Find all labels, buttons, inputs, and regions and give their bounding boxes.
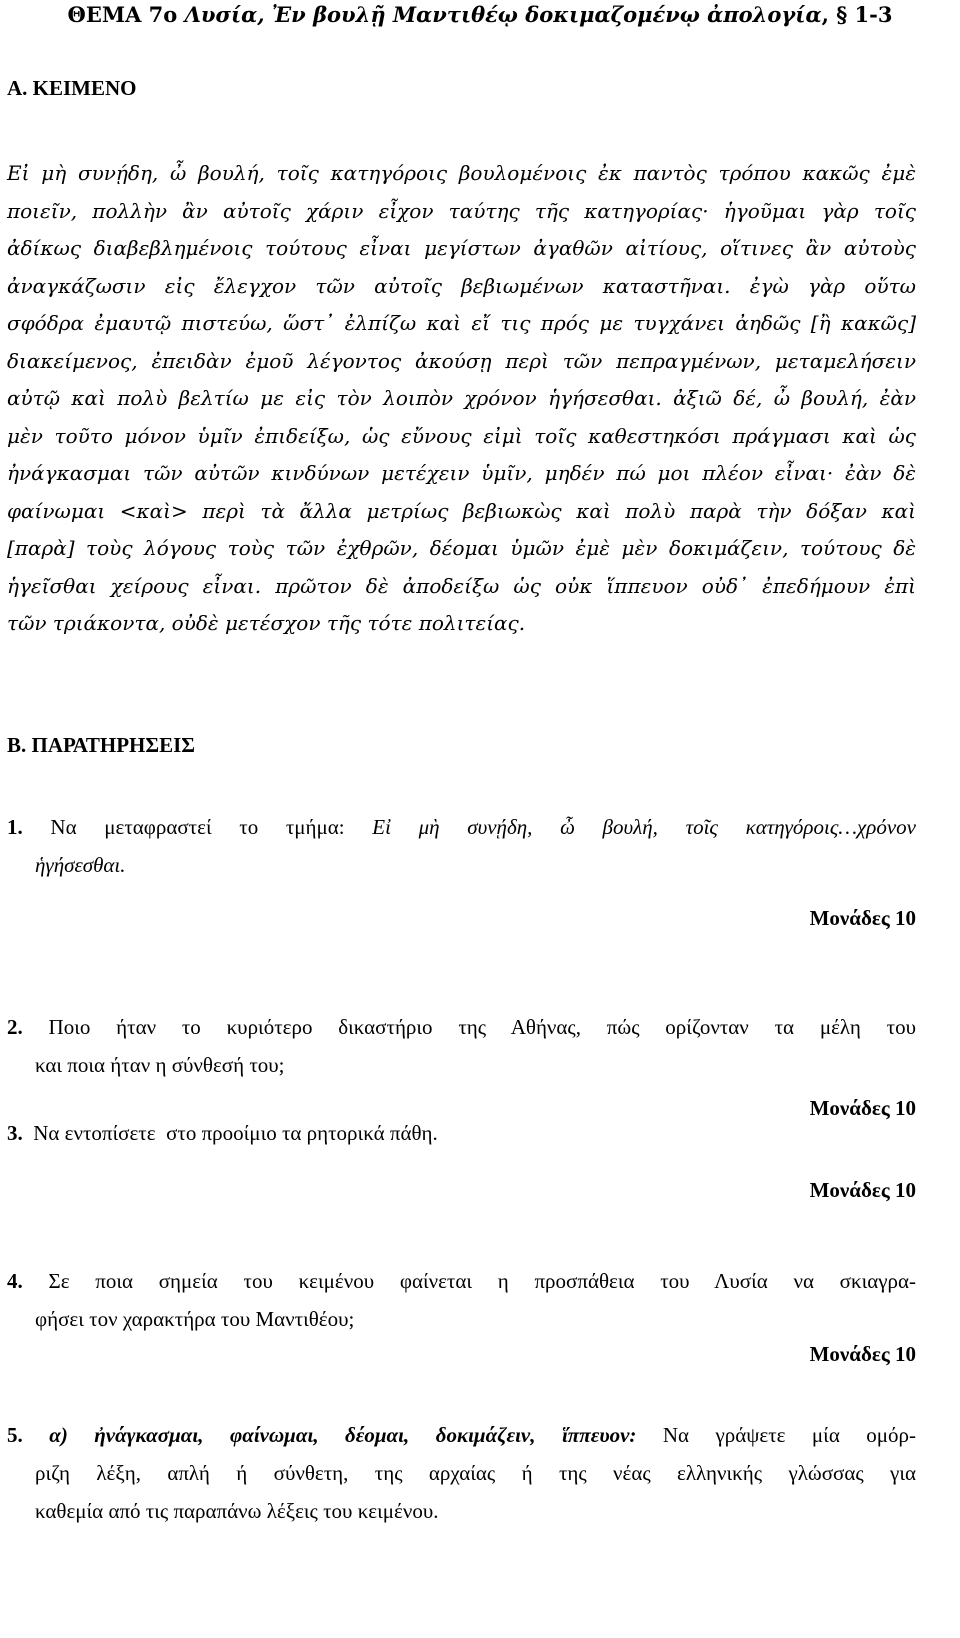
question-4-line-2: φήσει τον χαρακτήρα του Μαντιθέου;: [35, 1307, 355, 1331]
greek-line: ἀδίκως διαβεβλημένοις τούτους εἶναι μεγίστων ἀγαθῶν αἰτίους, οἵτινες ἂν αὐτοὺς: [7, 236, 916, 260]
question-1-number: 1.: [7, 815, 23, 839]
section-a-heading: Α. ΚΕΙΜΕΝΟ: [7, 76, 137, 100]
greek-line: [παρὰ] τοὺς λόγους τοὺς τῶν ἐχθρῶν, δέομαι ὑμῶν ἐμὲ μὲν δοκιμάζειν, τούτους δὲ: [7, 536, 916, 560]
greek-line: σφόδρα ἐμαυτῷ πιστεύω, ὥστ᾽ ἐλπίζω καὶ εἴ τις πρός με τυγχάνει ἀηδῶς [ἢ κακῶς]: [7, 311, 916, 335]
question-2-text: Ποιο ήταν το κυριότερο δικαστήριο της Αθήνας, πώς ορίζονταν τα μέλη του: [22, 1015, 916, 1039]
greek-line: αὐτῷ καὶ πολὺ βελτίω με εἰς τὸν λοιπὸν χρόνον ἡγήσεσθαι. ἀξιῶ δέ, ὦ βουλή, ἐὰν: [7, 386, 916, 410]
question-1-line-1: [7, 808, 916, 846]
page-title: [0, 2, 960, 28]
greek-line: ποιεῖν, πολλὴν ἂν αὐτοῖς χάριν εἶχον ταύτης τῆς κατηγορίας· ἡγοῦμαι γὰρ τοῖς: [7, 198, 916, 223]
question-5-words: α) ἠνάγκασμαι, φαίνωμαι, δέομαι, δοκιμάζειν, ἵππευον:: [22, 1423, 637, 1447]
question-2-line-1: [7, 1008, 916, 1046]
question-1-quote-cont: ἡγήσεσθαι.: [35, 853, 126, 877]
question-2-number: 2.: [7, 1015, 23, 1039]
question-5-line-1: [7, 1416, 916, 1454]
question-3: [7, 1114, 916, 1152]
question-3-line-1: [7, 1114, 916, 1152]
section-b-heading: Β. ΠΑΡΑΤΗΡΗΣΕΙΣ: [7, 733, 196, 757]
title-italic: Λυσία, Ἐν βουλῇ Μαντιθέῳ δοκιμαζομένῳ ἀπολογία: [184, 2, 822, 27]
question-2-line-2: και ποια ήταν η σύνθεσή του;: [35, 1053, 285, 1077]
greek-line: τῶν τριάκοντα, οὐδὲ μετέσχον τῆς τότε πολιτείας.: [7, 611, 526, 635]
question-4-line-1: [7, 1262, 916, 1300]
question-3-text: Να εντοπίσετε στο προοίμιο τα ρητορικά πάθη.: [22, 1121, 438, 1145]
question-1-marks: Μονάδες 10: [809, 906, 916, 930]
question-5-line-3: καθεμία από τις παραπάνω λέξεις του κειμένου.: [35, 1499, 439, 1523]
greek-line: φαίνωμαι <καὶ> περὶ τὰ ἄλλα μετρίως βεβιωκὼς καὶ πολὺ παρὰ τὴν δόξαν καὶ: [7, 498, 916, 523]
question-5-text: Να γράψετε μία ομόρ-: [636, 1423, 916, 1447]
greek-line: διακείμενος, ἐπειδὰν ἐμοῦ λέγοντος ἀκούσῃ περὶ τῶν πεπραγμένων, μεταμελήσειν: [7, 348, 916, 373]
question-5-line-2: ριζη λέξη, απλή ή σύνθετη, της αρχαίας ή της νέας ελληνικής γλώσσας για: [35, 1461, 916, 1485]
question-1-text: Να μεταφραστεί το τμήμα:: [22, 815, 373, 839]
question-3-marks: Μονάδες 10: [809, 1178, 916, 1202]
question-3-number: 3.: [7, 1121, 23, 1145]
greek-line: μὲν τοῦτο μόνον ὑμῖν ἐπιδείξω, ὡς εὔνους εἰμὶ τοῖς καθεστηκόσι πράγμασι καὶ ὡς: [7, 423, 916, 448]
greek-line: ἠνάγκασμαι τῶν αὐτῶν κινδύνων μετέχειν ὑμῖν, μηδέν πώ μοι πλέον εἶναι· ἐὰν δὲ: [7, 461, 916, 485]
question-4-number: 4.: [7, 1269, 23, 1293]
question-1-quote: Εἰ μὴ συνῄδη, ὦ βουλή, τοῖς κατηγόροις…χρόνον: [372, 815, 916, 839]
question-2: [7, 1008, 916, 1084]
greek-line: Εἰ μὴ συνῄδη, ὦ βουλή, τοῖς κατηγόροις βουλομένοις ἐκ παντὸς τρόπου κακῶς ἐμὲ: [7, 161, 916, 185]
question-4-marks: Μονάδες 10: [809, 1342, 916, 1366]
question-1: [7, 808, 916, 884]
greek-line: ἡγεῖσθαι χείρους εἶναι. πρῶτον δὲ ἀποδείξω ὡς οὐκ ἵππευον οὐδ᾽ ἐπεδήμουν ἐπὶ: [7, 573, 916, 598]
greek-text: [7, 155, 916, 643]
question-2-marks: Μονάδες 10: [809, 1096, 916, 1120]
greek-line: ἀναγκάζωσιν εἰς ἔλεγχον τῶν αὐτοῖς βεβιωμένων καταστῆναι. ἐγὼ γὰρ οὕτω: [7, 273, 916, 298]
title-section: , § 1-3: [821, 2, 893, 27]
question-4-text: Σε ποια σημεία του κειμένου φαίνεται η προσπάθεια του Λυσία να σκιαγρα-: [22, 1269, 916, 1293]
question-5: [7, 1416, 916, 1530]
question-5-number: 5.: [7, 1423, 23, 1447]
question-4: [7, 1262, 916, 1338]
title-plain: ΘΕΜΑ 7ο: [67, 2, 185, 27]
